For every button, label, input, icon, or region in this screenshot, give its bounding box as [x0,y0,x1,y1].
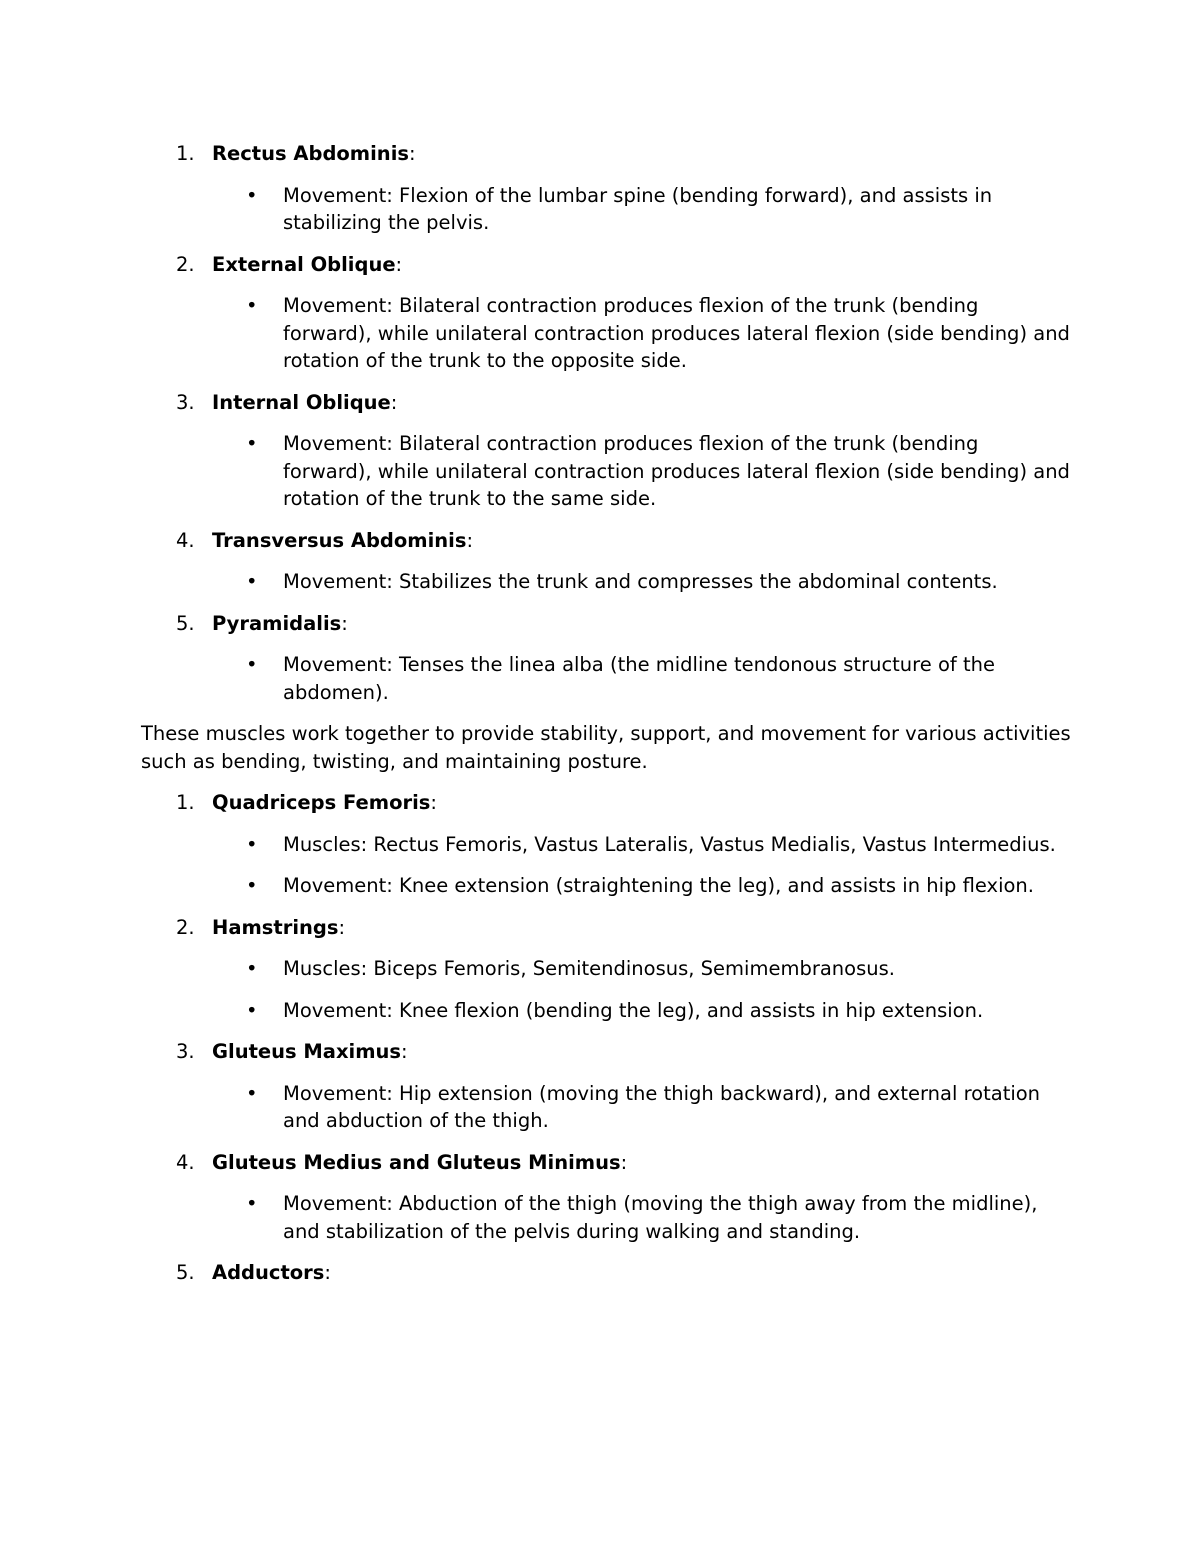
heading-colon: : [338,915,346,939]
bullet-item [212,430,1071,513]
list-number: 5. [176,611,195,635]
list-heading [212,251,1071,279]
list-item [141,251,1071,375]
muscle-name: Rectus Abdominis [212,142,409,165]
list-item [141,914,1071,1025]
bullet-item [212,1190,1071,1245]
list-heading [212,140,1071,168]
muscle-name: Quadriceps Femoris [212,791,431,814]
bullet-icon: • [246,998,258,1022]
muscle-name: Internal Oblique [212,390,391,414]
heading-colon: : [620,1150,628,1174]
list-number: 4. [176,1150,195,1174]
bullet-list [212,1080,1071,1135]
muscle-name: Transversus Abdominis [212,528,467,552]
list-number: 2. [176,915,195,939]
list-heading [212,610,1071,638]
bullet-text: Movement: Bilateral contraction produces flexion of the trunk (bending forward), while unilateral contraction produces lateral flexion (side bending) and rotation of the trunk to the same side. [283,432,1070,510]
bullet-text: Movement: Knee extension (straightening the leg), and assists in hip flexion. [283,874,1034,897]
bullet-icon: • [246,432,258,455]
list-item [141,610,1071,707]
list-heading [212,1038,1071,1066]
bullet-item [212,872,1071,900]
bullet-icon: • [246,832,258,856]
bullet-list [212,568,1071,596]
bullet-list [212,182,1071,237]
document-body [141,140,1071,1287]
bullet-icon: • [246,874,258,897]
muscle-name: External Oblique [212,252,396,276]
bullet-list [212,831,1071,900]
muscle-name: Gluteus Maximus [212,1040,402,1063]
bullet-item [212,292,1071,375]
bullet-list [212,955,1071,1024]
abdominal-muscles-list [141,140,1071,706]
bullet-list [212,292,1071,375]
heading-colon: : [401,1040,408,1063]
bullet-item [212,955,1071,983]
bullet-text: Movement: Stabilizes the trunk and compresses the abdominal contents. [283,570,998,593]
list-number: 3. [176,1040,195,1063]
leg-muscles-list [141,789,1071,1287]
list-number: 3. [176,390,195,414]
bullet-text: Movement: Abduction of the thigh (moving the thigh away from the midline), and stabilization of the pelvis during walking and standing. [283,1192,1038,1243]
list-heading [212,1149,1071,1177]
heading-colon: : [390,390,398,414]
bullet-icon: • [246,1081,258,1105]
list-item [141,1149,1071,1246]
bullet-list [212,1190,1071,1245]
heading-colon: : [408,142,416,165]
bullet-icon: • [246,957,258,980]
heading-colon: : [430,791,437,814]
bullet-text: Movement: Bilateral contraction produces flexion of the trunk (bending forward), while unilateral contraction produces lateral flexion (side bending) and rotation of the trunk to the opposite side. [283,294,1070,372]
bullet-icon: • [246,183,258,207]
heading-colon: : [466,528,474,552]
bullet-text: Muscles: Biceps Femoris, Semitendinosus, Semimembranosus. [283,957,895,980]
list-number: 1. [176,791,195,814]
bullet-item [212,831,1071,859]
bullet-text: Movement: Hip extension (moving the thigh backward), and external rotation and abduction of the thigh. [283,1081,1041,1132]
list-heading [212,914,1071,942]
bullet-text: Movement: Knee flexion (bending the leg), and assists in hip extension. [283,998,984,1022]
bullet-icon: • [246,653,258,676]
bullet-item [212,182,1071,237]
bullet-item [212,997,1071,1025]
bullet-text: Muscles: Rectus Femoris, Vastus Lateralis, Vastus Medialis, Vastus Intermedius. [283,832,1056,856]
list-number: 2. [176,252,195,276]
bullet-list [212,651,1071,706]
bullet-item [212,651,1071,706]
bullet-icon: • [246,570,258,593]
bullet-icon: • [246,1192,258,1215]
heading-colon: : [395,252,403,276]
muscle-name: Pyramidalis [212,611,342,635]
list-item [141,527,1071,596]
summary-paragraph: These muscles work together to provide stability, support, and movement for various activities such as bending, twisting, and maintaining posture. [141,722,1071,773]
list-heading [212,789,1071,817]
bullet-item [212,568,1071,596]
bullet-item [212,1080,1071,1135]
bullet-text: Movement: Tenses the linea alba (the midline tendonous structure of the abdomen). [283,653,995,704]
list-number: 4. [176,528,195,552]
bullet-list [212,430,1071,513]
list-item [141,1259,1071,1287]
list-heading [212,1259,1071,1287]
list-number: 1. [176,142,195,165]
muscle-name: Hamstrings [212,915,339,939]
list-heading [212,527,1071,555]
list-item [141,789,1071,900]
list-item [141,140,1071,237]
bullet-text: Movement: Flexion of the lumbar spine (bending forward), and assists in stabilizing the pelvis. [283,183,993,234]
muscle-name: Gluteus Medius and Gluteus Minimus [212,1150,621,1174]
heading-colon: : [341,611,348,635]
list-heading [212,389,1071,417]
bullet-icon: • [246,294,258,317]
heading-colon: : [324,1261,331,1284]
muscle-name: Adductors [212,1261,325,1284]
list-item [141,389,1071,513]
list-number: 5. [176,1261,195,1284]
list-item [141,1038,1071,1135]
